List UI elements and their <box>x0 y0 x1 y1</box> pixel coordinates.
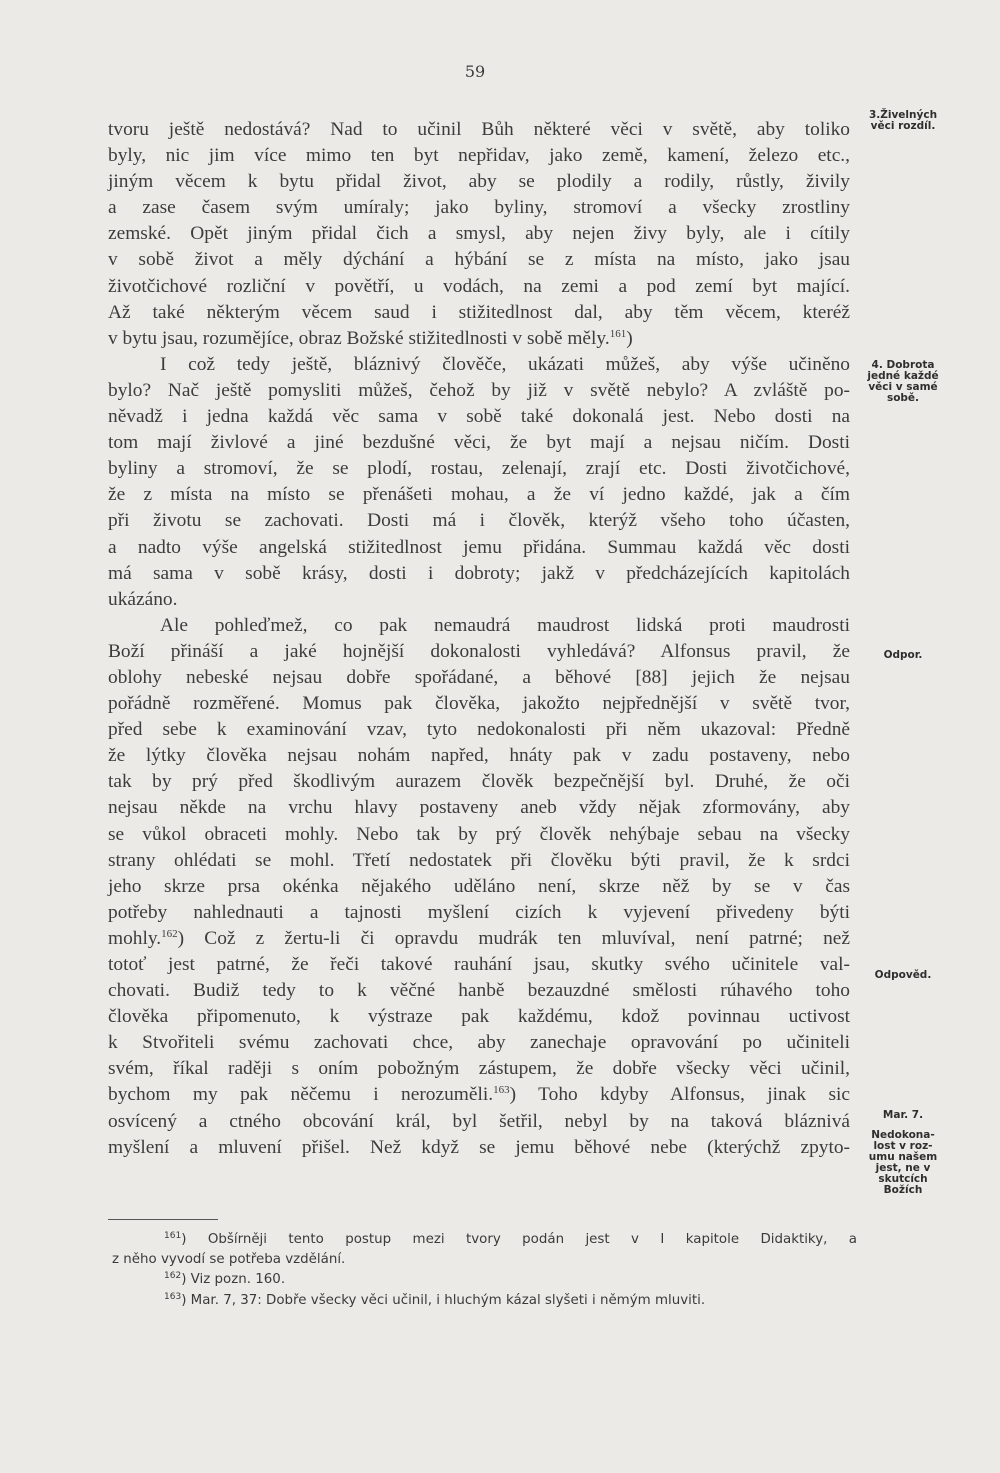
footnote-number: 162 <box>164 1271 182 1282</box>
text-line: ukázáno. <box>108 588 178 610</box>
text-line: že z místa na místo se přenášeti mohau, a že ví jedno každé, jak a čím <box>108 484 850 506</box>
text-line: se vůkol obraceti mohly. Nebo tak by prý člověk nehýbaje sebau na všecky <box>108 823 850 845</box>
footnote: $^{161}$) Obšírněji tento postup mezi tvory podán jest v I kapitole Didaktiky, a <box>164 1231 857 1247</box>
footnote: $^{163}$) Mar. 7, 37: Dobře všecky věci učinil, i hluchým kázal slyšeti i němým mluviti. <box>164 1291 706 1308</box>
text-line: Boží přináší a jaké hojnější dokonalosti vyhledává? Alfonsus pravil, že <box>108 640 850 662</box>
text-line: bychom my pak něčemu i nerozuměli.$^{163}$) Toho kdyby Alfonsus, jinak sic <box>108 1084 850 1106</box>
text-line: v bytu jsau, rozumějíce, obraz Božské stižitedlnosti v sobě měly.$^{161}$) <box>108 327 633 349</box>
margin-note: Nedokona- lost v roz- umu našem jest, ne v skutcích Božích <box>868 1129 938 1196</box>
margin-note: Mar. 7. <box>882 1109 924 1121</box>
text-line: že lýtky člověka nejsau nohám napřed, hnáty pak v zadu postaveny, nebo <box>108 745 850 767</box>
footnote-ref: 161 <box>609 327 627 340</box>
text-line: člověka připomenuto, k výstraze pak každému, kdož povinnau uctivost <box>108 1006 850 1028</box>
footnote: $^{162}$) Viz pozn. 160. <box>164 1271 286 1288</box>
text-line: tak by prý před škodlivým aurazem člověk bezpečnější byl. Druhé, že oči <box>108 771 850 793</box>
text-line: mohly.$^{162}$) Což z žertu-li či opravdu mudrák ten mluvíval, není patrné; než <box>108 927 851 949</box>
text-line: v sobě život a měly dýchání a hýbání se z místa na místo, jako jsau <box>108 249 850 271</box>
text-line: oblohy nebeské nejsau dobře spořádané, a běhové [88] jejich že nejsau <box>108 666 850 688</box>
text-segment: v bytu jsau, rozumějíce, obraz Božské stižitedlnosti v sobě měly. <box>108 327 610 349</box>
text-line: jiným věcem k bytu přidal život, aby se plodily a rodily, růstly, živily <box>108 171 850 193</box>
text-line: tom mají živlové a jiné bezdušné věci, že byt mají a nejsau ničím. Dosti <box>108 432 850 454</box>
margin-note: 4. Dobrota jedné každé věci v samé sobě. <box>867 359 939 404</box>
text-line: před sebe k examinování vzav, tyto nedokonalosti při něm ukazoval: Předně <box>108 719 850 741</box>
text-line: něvadž i jedna každá věc sama v sobě také dokonalá jest. Nebo dosti na <box>108 406 850 428</box>
text-line: k Stvořiteli svému zachovati chce, aby zanechaje opravování po učiniteli <box>108 1032 850 1054</box>
text-line: Ale pohleďmež, co pak nemaudrá maudrost lidská proti maudrosti <box>160 614 850 636</box>
footnote-text: Obšírněji tento postup mezi tvory podán jest v I kapitole Didaktiky, a <box>207 1232 857 1247</box>
text-line: jeho skrze prsa okénka nějakého uděláno není, skrze něž by se v čas <box>108 875 850 897</box>
text-line: chovati. Budiž tedy to k věčné hanbě bezauzdné smělosti rúhavého toho <box>108 980 850 1002</box>
footnote-divider <box>108 1219 218 1220</box>
footnote-continuation: z něho vyvodí se potřeba vzdělání. <box>112 1252 346 1268</box>
text-line: totoť jest patrné, že řeči takové rauhání jsau, skutky svého učinitele val- <box>108 954 850 975</box>
page-number: 59 <box>464 62 486 81</box>
footnote-ref: 162 <box>161 927 178 940</box>
text-line: potřeby nahlednauti a tajnosti myšlení cizích k vyjevení přivedeny býti <box>108 901 850 923</box>
text-line: má sama v sobě krásy, dosti i dobroty; jakž v předcházejících kapitolách <box>108 562 850 584</box>
text-line: Až také některým věcem saud i stižitedlnost dal, aby těm věcem, kteréž <box>108 301 850 323</box>
footnote-ref: 163 <box>493 1084 510 1097</box>
margin-note: 3.Živelných věci rozdíl. <box>868 109 938 132</box>
text-line: strany ohlédati se mohl. Třetí nedostatek při člověku býti pravil, že k srdci <box>108 849 850 871</box>
text-segment: bychom my pak něčemu i nerozuměli. <box>108 1084 494 1106</box>
text-line: při životu se zachovati. Dosti má i člověk, kterýž všeho toho účasten, <box>108 510 850 532</box>
text-segment: mohly. <box>108 927 162 949</box>
text-line: svém, říkal raději s oním pobožným zástupem, že dobře všecky věci učinil, <box>108 1058 850 1080</box>
text-line: byly, nic jim více mimo ten byt nepřidav, jako země, kamení, železo etc., <box>108 145 850 167</box>
text-line: osvícený a ctného obcování král, byl šetřil, nebyl by na taková bláznivá <box>108 1110 850 1132</box>
margin-note: Odpor. <box>883 649 923 661</box>
text-segment: Toho kdyby Alfonsus, jinak sic <box>538 1084 850 1106</box>
footnotes <box>112 1230 857 1311</box>
body-text <box>108 117 850 1161</box>
text-line: pořádně rozměřené. Momus pak člověka, jakožto nejpřednější v světě tvor, <box>108 693 850 715</box>
text-line: životčichové rozliční v povětří, u vodách, na zemi a pod zemí byt mající. <box>108 275 850 297</box>
text-line: zemské. Opět jiným přidal čich a smysl, aby nejen živy byly, ale i cítily <box>108 223 850 245</box>
text-line: I což tedy ještě, bláznivý člověče, ukázati můžeš, aby výše učiněno <box>160 353 850 375</box>
footnote-text: Mar. 7, 37: Dobře všecky věci učinil, i hluchým kázal slyšeti i němým mluviti. <box>190 1292 706 1308</box>
footnote-number: 161 <box>164 1231 182 1241</box>
text-line: a nadto výše angelská stižitedlnost jemu přidána. Summau každá věc dosti <box>108 536 850 558</box>
text-line: myšlení a mluvení přišel. Než když se jemu běhové nebe (kterýchž zpyto- <box>108 1136 850 1158</box>
text-segment: Což z žertu-li či opravdu mudrák ten mluvíval, není patrné; než <box>204 927 851 949</box>
text-line: bylo? Nač ještě pomysliti můžeš, čehož by již v světě nebylo? A zvláště po- <box>108 379 850 401</box>
text-line: a zase časem svým umíraly; jako byliny, stromoví a všecky zrostliny <box>108 197 850 219</box>
margin-note: Odpověd. <box>874 969 932 981</box>
text-line: byliny a stromoví, že se plodí, rostau, zelenají, zrají etc. Dosti životčichové, <box>108 458 850 480</box>
text-line: nejsau někde na vrchu hlavy postaveny aneb vždy nějak zformovány, aby <box>108 797 850 819</box>
footnote-text: Viz pozn. 160. <box>190 1272 286 1288</box>
text-line: tvoru ještě nedostává? Nad to učinil Bůh některé věci v světě, aby toliko <box>108 119 850 140</box>
footnote-number: 163 <box>164 1291 182 1302</box>
